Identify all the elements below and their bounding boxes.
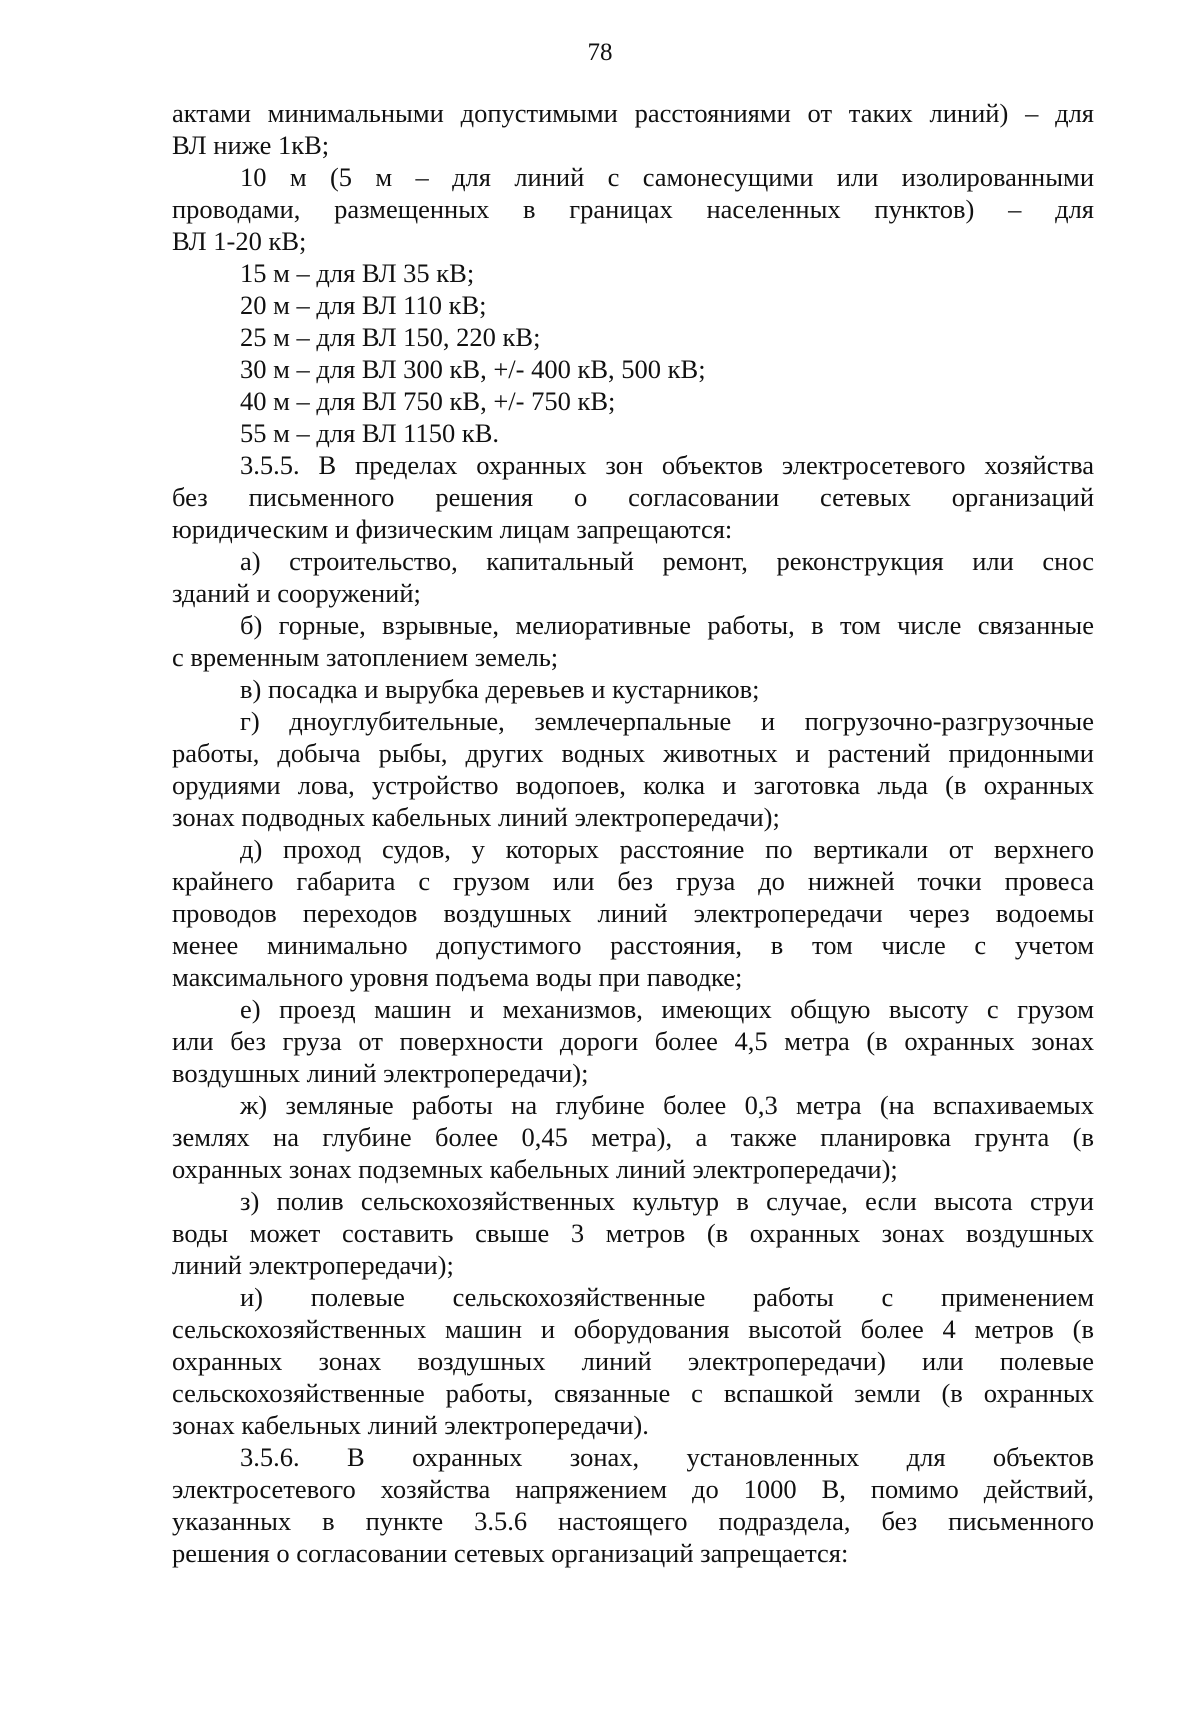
text-line: зонах подводных кабельных линий электропередачи); <box>172 802 780 832</box>
text-line: или без груза от поверхности дороги более 4,5 метра (в охранных зонах <box>172 1026 1094 1056</box>
text-line: 40 м – для ВЛ 750 кВ, +/- 750 кВ; <box>240 386 616 416</box>
text-line: 15 м – для ВЛ 35 кВ; <box>240 258 475 288</box>
text-line: зданий и сооружений; <box>172 578 421 608</box>
text-line: проводами, размещенных в границах населенных пунктов) – для <box>172 194 1094 224</box>
text-line: е) проезд машин и механизмов, имеющих общую высоту с грузом <box>240 994 1094 1024</box>
text-line: крайнего габарита с грузом или без груза до нижней точки провеса <box>172 866 1094 896</box>
text-line: сельскохозяйственных машин и оборудования высотой более 4 метров (в <box>172 1314 1094 1344</box>
text-line: и) полевые сельскохозяйственные работы с применением <box>240 1282 1094 1312</box>
text-line: ВЛ 1-20 кВ; <box>172 226 307 256</box>
text-line: 3.5.6. В охранных зонах, установленных для объектов <box>240 1442 1094 1472</box>
text-line: орудиями лова, устройство водопоев, колка и заготовка льда (в охранных <box>172 770 1094 800</box>
text-line: актами минимальными допустимыми расстояниями от таких линий) – для <box>172 98 1094 128</box>
text-line: электросетевого хозяйства напряжением до 1000 В, помимо действий, <box>172 1474 1094 1504</box>
text-line: охранных зонах воздушных линий электропередачи) или полевые <box>172 1346 1094 1376</box>
text-line: решения о согласовании сетевых организаций запрещается: <box>172 1538 849 1568</box>
text-line: ж) земляные работы на глубине более 0,3 метра (на вспахиваемых <box>240 1090 1094 1120</box>
text-line: землях на глубине более 0,45 метра), а также планировка грунта (в <box>172 1122 1094 1152</box>
text-line: указанных в пункте 3.5.6 настоящего подраздела, без письменного <box>172 1506 1094 1536</box>
text-line: б) горные, взрывные, мелиоративные работы, в том числе связанные <box>240 610 1094 640</box>
text-line: линий электропередачи); <box>172 1250 454 1280</box>
text-line: воздушных линий электропередачи); <box>172 1058 589 1088</box>
text-line: г) дноуглубительные, землечерпальные и погрузочно-разгрузочные <box>240 706 1094 736</box>
text-line: 20 м – для ВЛ 110 кВ; <box>240 290 487 320</box>
text-line: охранных зонах подземных кабельных линий электропередачи); <box>172 1154 898 1184</box>
text-line: без письменного решения о согласовании сетевых организаций <box>172 482 1094 512</box>
text-line: в) посадка и вырубка деревьев и кустарников; <box>240 674 760 704</box>
text-line: 3.5.5. В пределах охранных зон объектов электросетевого хозяйства <box>240 450 1094 480</box>
text-line: менее минимально допустимого расстояния, в том числе с учетом <box>172 930 1094 960</box>
text-line: а) строительство, капитальный ремонт, реконструкция или снос <box>240 546 1094 576</box>
text-line: 25 м – для ВЛ 150, 220 кВ; <box>240 322 541 352</box>
text-line: д) проход судов, у которых расстояние по вертикали от верхнего <box>240 834 1094 864</box>
text-line: 30 м – для ВЛ 300 кВ, +/- 400 кВ, 500 кВ; <box>240 354 706 384</box>
text-line: работы, добыча рыбы, других водных животных и растений придонными <box>172 738 1094 768</box>
text-line: сельскохозяйственные работы, связанные с вспашкой земли (в охранных <box>172 1378 1094 1408</box>
text-line: 55 м – для ВЛ 1150 кВ. <box>240 418 499 448</box>
document-body <box>172 97 1094 1569</box>
text-line: ВЛ ниже 1кВ; <box>172 130 330 160</box>
page-number: 78 <box>587 39 613 66</box>
text-line: зонах кабельных линий электропередачи). <box>172 1410 649 1440</box>
text-line: проводов переходов воздушных линий электропередачи через водоемы <box>172 898 1094 928</box>
text-line: воды может составить свыше 3 метров (в охранных зонах воздушных <box>172 1218 1094 1248</box>
text-line: с временным затоплением земель; <box>172 642 559 672</box>
text-line: максимального уровня подъема воды при паводке; <box>172 962 743 992</box>
text-line: з) полив сельскохозяйственных культур в случае, если высота струи <box>240 1186 1094 1216</box>
text-line: 10 м (5 м – для линий с самонесущими или изолированными <box>240 162 1094 192</box>
text-line: юридическим и физическим лицам запрещаются: <box>172 514 733 544</box>
